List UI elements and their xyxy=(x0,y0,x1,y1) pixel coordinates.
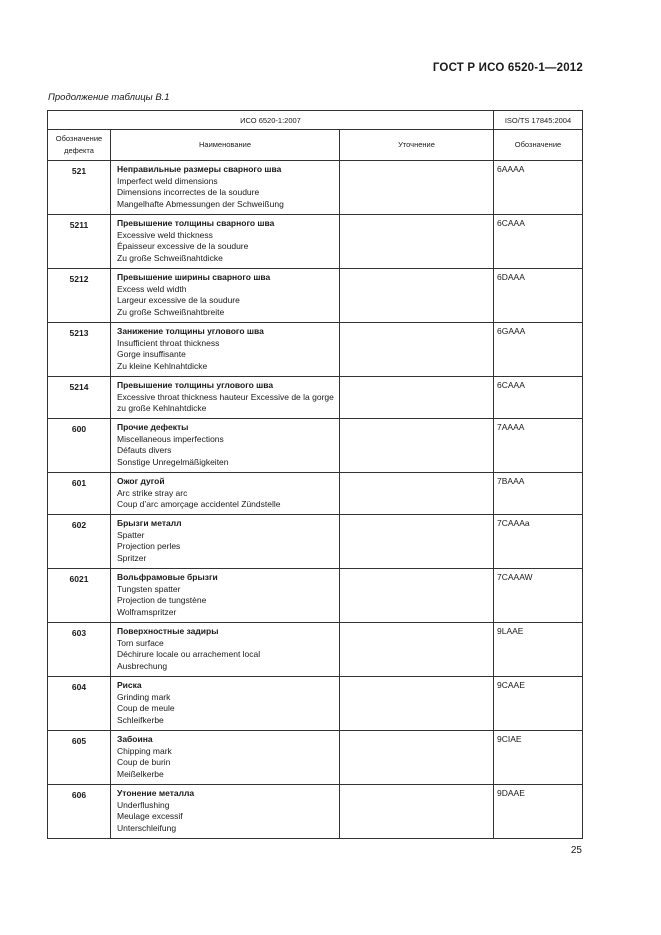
iso-designation: 9CAAE xyxy=(494,677,583,731)
defect-name-ru: Превышение толщины углового шва xyxy=(117,380,274,390)
defect-name-translation: Projection perles xyxy=(117,541,181,551)
defect-name-cell xyxy=(111,677,340,731)
iso-designation: 7CAAAa xyxy=(494,515,583,569)
column-header-refinement: Уточнение xyxy=(340,130,494,161)
refinement-cell xyxy=(340,473,494,515)
refinement-cell xyxy=(340,419,494,473)
refinement-cell xyxy=(340,569,494,623)
defect-name-cell xyxy=(111,269,340,323)
defect-name-translation: Excessive throat thickness hauteur Excessive de la gorge zu große Kehlnahtdicke xyxy=(117,391,334,413)
defect-name-translation: Défauts divers xyxy=(117,445,172,455)
iso-designation: 6AAAA xyxy=(494,161,583,215)
defect-code: 5212 xyxy=(48,269,111,323)
iso-designation: 9LAAE xyxy=(494,623,583,677)
defect-name-translation: Excess weld width xyxy=(117,283,187,294)
defect-name-translation: Déchirure locale ou arrachement local xyxy=(117,649,261,659)
group-header-row xyxy=(48,111,583,130)
defect-code: 521 xyxy=(48,161,111,215)
defect-name-cell xyxy=(111,215,340,269)
defect-code: 5214 xyxy=(48,377,111,419)
defect-name-ru: Забоина xyxy=(117,734,153,744)
defect-name-translation: Torn surface xyxy=(117,637,164,648)
defect-name-translation: Insufficient throat thickness xyxy=(117,337,220,348)
defect-name-translation: Imperfect weld dimensions xyxy=(117,175,218,186)
defect-name-ru: Неправильные размеры сварного шва xyxy=(117,164,282,174)
defect-name-ru: Брызги металл xyxy=(117,518,182,528)
defects-table xyxy=(47,110,583,839)
defect-name-translation: Largeur excessive de la soudure xyxy=(117,295,240,305)
column-header-code: Обозначение дефекта xyxy=(48,130,111,161)
defect-code: 601 xyxy=(48,473,111,515)
column-header-row xyxy=(48,130,583,161)
defect-name-cell xyxy=(111,515,340,569)
defect-code: 605 xyxy=(48,731,111,785)
defect-name-translation: Spatter xyxy=(117,529,145,540)
defect-name-translation: Underflushing xyxy=(117,799,170,810)
table-row xyxy=(48,269,583,323)
iso-ts-17845-group-header: ISO/TS 17845:2004 xyxy=(494,111,583,130)
defect-code: 603 xyxy=(48,623,111,677)
table-row xyxy=(48,785,583,839)
iso-designation: 7AAAA xyxy=(494,419,583,473)
document-standard-header: ГОСТ Р ИСО 6520-1—2012 xyxy=(432,62,583,74)
defect-name-cell xyxy=(111,419,340,473)
defect-name-translation: Zu kleine Kehlnahtdicke xyxy=(117,360,208,371)
iso-designation: 6CAAA xyxy=(494,377,583,419)
refinement-cell xyxy=(340,323,494,377)
refinement-cell xyxy=(340,515,494,569)
defect-name-ru: Вольфрамовые брызги xyxy=(117,572,218,582)
defect-name-ru: Превышение ширины сварного шва xyxy=(117,272,271,282)
refinement-cell xyxy=(340,785,494,839)
table-row xyxy=(48,569,583,623)
column-header-designation: Обозначение xyxy=(494,130,583,161)
defect-code: 604 xyxy=(48,677,111,731)
defect-name-ru: Риска xyxy=(117,680,142,690)
defect-name-ru: Поверхностные задиры xyxy=(117,626,219,636)
defect-name-ru: Ожог дугой xyxy=(117,476,165,486)
defect-code: 6021 xyxy=(48,569,111,623)
iso-designation: 6GAAA xyxy=(494,323,583,377)
table-continuation-caption: Продолжение таблицы В.1 xyxy=(48,92,170,103)
table-row xyxy=(48,515,583,569)
defect-name-cell xyxy=(111,785,340,839)
iso-6520-group-header: ИСО 6520-1:2007 xyxy=(48,111,494,130)
iso-designation: 6DAAA xyxy=(494,269,583,323)
defect-code: 606 xyxy=(48,785,111,839)
defect-name-translation: Wolframspritzer xyxy=(117,606,177,617)
table-row xyxy=(48,161,583,215)
defect-name-translation: Sonstige Unregelmäßigkeiten xyxy=(117,456,229,467)
refinement-cell xyxy=(340,215,494,269)
defect-name-translation: Zu große Schweißnahtdicke xyxy=(117,252,223,263)
page-number: 25 xyxy=(570,845,582,856)
defect-name-translation: Arc strike stray arc xyxy=(117,487,188,498)
defect-name-translation: Épaisseur excessive de la soudure xyxy=(117,241,249,251)
defect-name-ru: Превышение толщины сварного шва xyxy=(117,218,275,228)
defect-name-translation: Chipping mark xyxy=(117,745,172,756)
defect-name-cell xyxy=(111,161,340,215)
table-row xyxy=(48,215,583,269)
defect-name-translation: Ausbrechung xyxy=(117,660,168,671)
defect-name-translation: Unterschleifung xyxy=(117,822,177,833)
table-row xyxy=(48,473,583,515)
refinement-cell xyxy=(340,161,494,215)
defect-name-cell xyxy=(111,323,340,377)
defect-name-translation: Excessive weld thickness xyxy=(117,229,213,240)
defect-name-cell xyxy=(111,731,340,785)
iso-designation: 7BAAA xyxy=(494,473,583,515)
defect-name-translation: Schleifkerbe xyxy=(117,714,164,725)
defect-name-translation: Dimensions incorrectes de la soudure xyxy=(117,187,260,197)
table-row xyxy=(48,731,583,785)
defect-name-translation: Spritzer xyxy=(117,552,147,563)
defect-name-ru: Прочие дефекты xyxy=(117,422,189,432)
defect-name-cell xyxy=(111,569,340,623)
refinement-cell xyxy=(340,677,494,731)
table-row xyxy=(48,323,583,377)
defect-code: 602 xyxy=(48,515,111,569)
defect-name-translation: Coup d’arc amorçage accidentel Zündstelle xyxy=(117,499,281,509)
defect-name-translation: Mangelhafte Abmessungen der Schweißung xyxy=(117,198,284,209)
refinement-cell xyxy=(340,269,494,323)
refinement-cell xyxy=(340,731,494,785)
table-row xyxy=(48,419,583,473)
defect-code: 5213 xyxy=(48,323,111,377)
defect-name-translation: Meißelkerbe xyxy=(117,768,164,779)
defect-name-translation: Grinding mark xyxy=(117,691,171,702)
defect-name-ru: Занижение толщины углового шва xyxy=(117,326,264,336)
defect-name-cell xyxy=(111,473,340,515)
defect-name-translation: Meulage excessif xyxy=(117,811,183,821)
defect-name-translation: Tungsten spatter xyxy=(117,583,181,594)
refinement-cell xyxy=(340,623,494,677)
defect-code: 5211 xyxy=(48,215,111,269)
table-row xyxy=(48,377,583,419)
table-row xyxy=(48,623,583,677)
defect-name-translation: Zu große Schweißnahtbreite xyxy=(117,306,225,317)
iso-designation: 9DAAE xyxy=(494,785,583,839)
defect-code: 600 xyxy=(48,419,111,473)
defect-name-cell xyxy=(111,377,340,419)
refinement-cell xyxy=(340,377,494,419)
iso-designation: 7CAAAW xyxy=(494,569,583,623)
defect-name-translation: Projection de tungstène xyxy=(117,595,207,605)
defect-name-cell xyxy=(111,623,340,677)
defect-name-translation: Coup de burin xyxy=(117,757,171,767)
table-body xyxy=(48,161,583,839)
defect-name-translation: Miscellaneous imperfections xyxy=(117,433,224,444)
defect-name-ru: Утонение металла xyxy=(117,788,195,798)
column-header-name: Наименование xyxy=(111,130,340,161)
defect-name-translation: Coup de meule xyxy=(117,703,175,713)
iso-designation: 6CAAA xyxy=(494,215,583,269)
defect-name-translation: Gorge insuffisante xyxy=(117,349,186,359)
iso-designation: 9CIAE xyxy=(494,731,583,785)
table-row xyxy=(48,677,583,731)
